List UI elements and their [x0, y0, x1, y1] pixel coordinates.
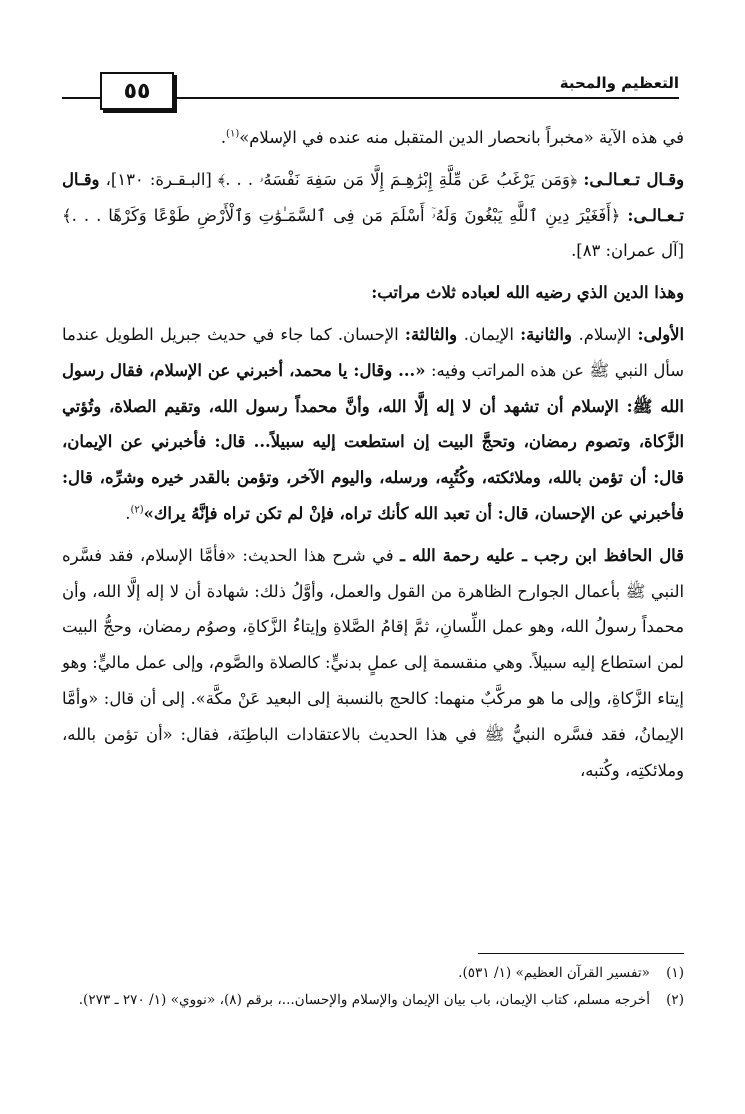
paragraph-ibn-rajab: قال الحافظ ابن رجب ـ عليه رحمة الله ـ في شرح هذا الحديث: «فأمَّا الإسلام، فقد فسَّره النبي ﷺ بأعمال الجوارح الظاهرة من القول والعمل، وأوَّلُ ذلك: شهادة أن لا إله إلَّا الله، وأن محمداً رسولُ الله، وهو عمل اللِّسانِ، ثمَّ إقامُ الصَّلاةِ وإيتاءُ الزَّكاةِ، وصوُم رمضان، وحجُّ البيت لمن استطاع إليه سبيلاً. وهي منقسمة إلى عملٍ بدنيٍّ: كالصلاة والصَّوم، وإلى عمل ماليٍّ: وهو إيتاء الزَّكاةِ، وإلى ما هو مركَّبٌ منهما: كالحج بالنسبة إلى البعيد عَنْ مكَّة». إلى أن قال: «وأمَّا الإيمانُ، فقد فسَّره النبيُّ ﷺ في هذا الحديث بالاعتقادات الباطِنَة، فقال: «أن تؤمن بالله، وملائكتِه، وكُتبه،	[62, 545, 684, 780]
footnote-1: (١)«تفسير القرآن العظيم» (١/ ٥٣١).	[458, 965, 684, 981]
footnote-rule	[478, 953, 684, 954]
header-rule	[96, 97, 679, 99]
paragraph-levels-heading: وهذا الدين الذي رضيه الله لعباده ثلاث مراتب:	[371, 283, 684, 303]
paragraph-quran: وقـال تـعـالـى: ﴿وَمَن يَرْغَبُ عَن مِّلَّةِ إِبْرَٰهِـمَ إِلَّا مَن سَفِهَ نَفْسَهُۥ . . .﴾ [البـقـرة: ١٣٠]، وقـال تـعـالـى: ﴿أَفَغَيْرَ دِينِ ٱللَّهِ يَبْغُونَ وَلَهُۥٓ أَسْلَمَ مَن فِى ٱلسَّمَـٰوَٰتِ وَٱلْأَرْضِ طَوْعًا وَكَرْهًا . . .﴾ [آل عمران: ٨٣].	[62, 169, 684, 261]
footnote-ref-1: (١)	[226, 128, 240, 140]
page-header	[0, 60, 745, 110]
footnote-2: (٢)أخرجه مسلم، كتاب الإيمان، باب بيان الإيمان والإسلام والإحسان...، برقم (٨)، «نووي» (١/ ٢٧٠ ـ ٢٧٣).	[78, 992, 684, 1008]
footnotes	[62, 960, 684, 1014]
paragraph-levels: الأولى: الإسلام. والثانية: الإيمان. والثالثة: الإحسان. كما جاء في حديث جبريل الطويل عندما سأل النبي ﷺ عن هذه المراتب وفيه: «... وقال: يا محمد، أخبرني عن الإسلام، فقال رسول الله ﷺ: الإسلام أن تشهد أن لا إله إلَّا الله، وأنَّ محمداً رسول الله، وتقيم الصلاة، وتُؤتي الزَّكاة، وتصوم رمضان، وتحجَّ البيت إن استطعت إليه سبيلاً... قال: فأخبرني عن الإيمان، قال: أن تؤمن بالله، وملائكته، وكُتُبِه، ورسله، واليوم الآخر، وتؤمن بالقدر خيره وشرِّه، قال: فأخبرني عن الإحسان، قال: أن تعبد الله كأنك تراه، فإنْ لم تكن تراه فإنَّهُ يراك»$^{(٢)}$.	[62, 324, 685, 523]
running-title: التعظيم والمحبة	[559, 74, 679, 92]
header-rule-left	[62, 97, 100, 99]
page-number: ٥٥	[100, 72, 174, 110]
footnote-ref-2: (٢)	[130, 504, 144, 516]
hadith-quote: «... وقال: يا محمد، أخبرني عن الإسلام، فقال رسول الله ﷺ: الإسلام أن تشهد أن لا إله إلَّا الله، وأنَّ محمداً رسول الله، وتقيم الصلاة، وتُؤتي الزَّكاة، وتصوم رمضان، وتحجَّ البيت إن استطعت إليه سبيلاً... قال: فأخبرني عن الإيمان، قال: أن تؤمن بالله، وملائكته، وكُتُبِه، ورسله، واليوم الآخر، وتؤمن بالقدر خيره وشرِّه، قال: فأخبرني عن الإحسان، قال: أن تعبد الله كأنك تراه، فإنْ لم تكن تراه فإنَّهُ يراك»	[62, 360, 684, 523]
body-text	[62, 120, 684, 788]
paragraph-1: في هذه الآية «مخبراً بانحصار الدين المتقبل منه عنده في الإسلام»$^{(١)}$.	[220, 128, 684, 147]
